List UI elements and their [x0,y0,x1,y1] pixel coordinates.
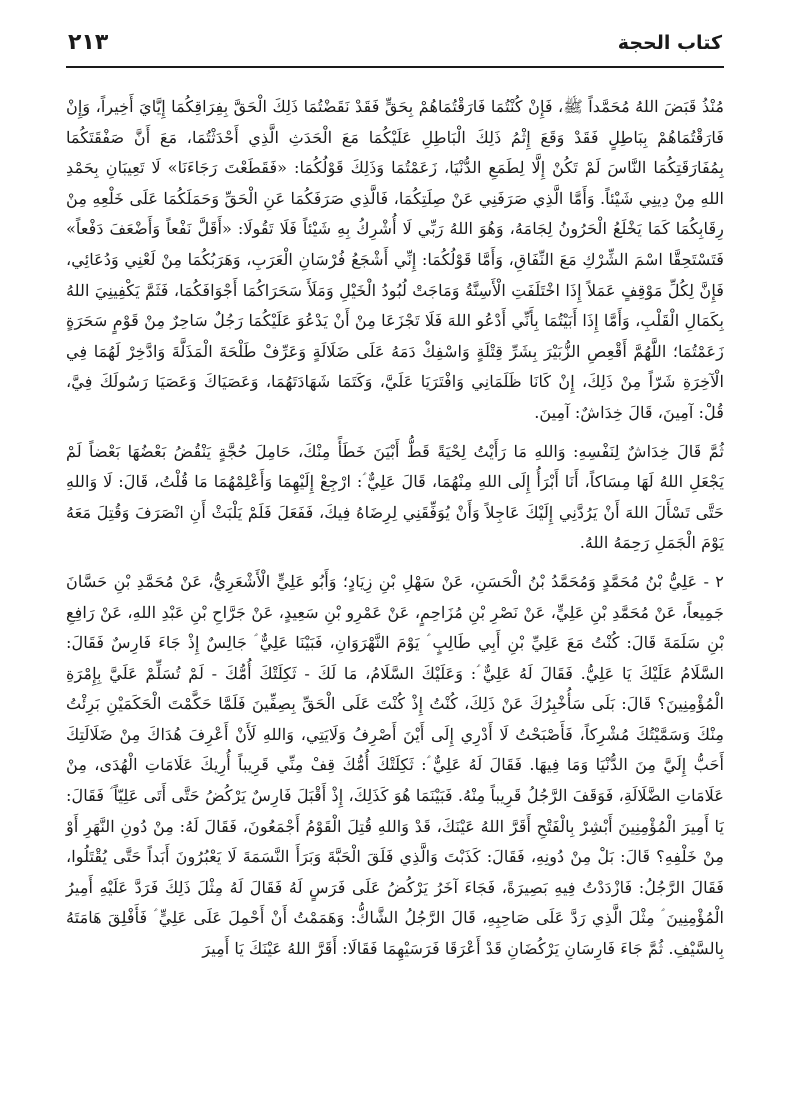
paragraph-2: ثُمَّ قَالَ خِدَاشٌ لِنَفْسِهِ: وَاللهِ مَا رَأَيْتُ لِحْيَةً قَطُّ أَبْيَنَ خَطَأً مِنْكَ، حَامِلَ حُجَّةٍ يَنْقُضُ بَعْضُهَا بَعْضاً لَمْ يَجْعَلِ اللهُ لَهَا مِسَاكاً، أَنَا أَبْرَأُ إِلَى اللهِ مِنْهُمَا، قَالَ عَلِيٌّ ؑ: ارْجِعْ إِلَيْهِمَا وَأَعْلِمْهُمَا مَا قُلْتُ، قَالَ: لَا وَاللهِ حَتَّى تَسْأَلَ اللهَ أَنْ يَرُدَّنِي إِلَيْكَ عَاجِلاً وَأَنْ يُوَفِّقَنِي لِرِضَاهُ فِيكَ، فَفَعَلَ فَلَمْ يَلْبَثْ أَنِ انْصَرَفَ وَقُتِلَ مَعَهُ يَوْمَ الْجَمَلِ رَحِمَهُ اللهُ. [66,441,724,553]
book-title: كتاب الحجة [617,32,722,54]
body-text [66,92,724,965]
page-header [66,22,724,68]
paragraph-1: مُنْذُ قَبَضَ اللهُ مُحَمَّداً ﷺ، فَإِنْ كُنْتُمَا فَارَقْتُمَاهُمْ بِحَقٍّ فَقَدْ نَقَضْتُمَا ذَلِكَ الْحَقَّ بِفِرَاقِكُمَا إِيَّايَ أَخِيراً، وَإِنْ فَارَقْتُمَاهُمْ بِبَاطِلٍ فَقَدْ وَقَعَ إِثْمُ ذَلِكَ الْبَاطِلِ عَلَيْكُمَا مَعَ الْحَدَثِ الَّذِي أَحْدَثْتُمَا، مَعَ أَنَّ صَفْقَتَكُمَا بِمُفَارَقَتِكُمَا النَّاسَ لَمْ تَكُنْ إِلَّا لِطَمَعِ الدُّنْيَا، زَعَمْتُمَا وَذَلِكَ قَوْلُكُمَا: «فَقَطَعْتَ رَجَاءَنَا» لَا تَعِيبَانِ بِحَمْدِ اللهِ مِنْ دِينِي شَيْئاً. وَأَمَّا الَّذِي صَرَفَنِي عَنْ صِلَتِكُمَا، فَالَّذِي صَرَفَكُمَا عَنِ الْحَقِّ وَحَمَلَكُمَا عَلَى خَلْعِهِ مِنْ رِقَابِكُمَا كَمَا يَخْلَعُ الْحَرُونُ لِجَامَهُ، وَهُوَ اللهُ رَبِّي لَا أُشْرِكُ بِهِ شَيْئاً فَلَا تَقُولَا: «أَقَلَّ نَفْعاً وَأَضْعَفَ دَفْعاً» فَتَسْتَحِقَّا اسْمَ الشِّرْكِ مَعَ النِّفَاقِ، وَأَمَّا قَوْلُكُمَا: إِنِّي أَشْجَعُ فُرْسَانِ الْعَرَبِ، وَهَرَبُكُمَا مِنْ لَعْنِي وَدُعَائِي، فَإِنَّ لِكُلِّ مَوْقِفٍ عَمَلاً إِذَا اخْتَلَفَتِ الْأَسِنَّةُ وَمَاجَتْ لُبُودُ الْخَيْلِ وَمَلَأَ سَحَرَاكُمَا أَجْوَافَكُمَا، فَثَمَّ يَكْفِينِيَ اللهُ بِكَمَالِ الْقَلْبِ، وَأَمَّا إِذَا أَبَيْتُمَا بِأَنِّي أَدْعُو اللهَ فَلَا تَجْزَعَا مِنْ أَنْ يَدْعُوَ عَلَيْكُمَا رَجُلٌ سَاحِرٌ مِنْ قَوْمٍ سَحَرَةٍ زَعَمْتُمَا؛ اللَّهُمَّ أَقْعِصِ الزُّبَيْرَ بِشَرِّ قِتْلَةٍ وَاسْفِكْ دَمَهُ عَلَى ضَلَالَةٍ وَعَرِّفْ طَلْحَةَ الْمَذَلَّةَ وَادَّخِرْ لَهُمَا فِي الْآخِرَةِ شَرّاً مِنْ ذَلِكَ، إِنْ كَانَا ظَلَمَانِي وَافْتَرَيَا عَلَيَّ، وَكَتَمَا شَهَادَتَهُمَا، وَعَصَيَاكَ وَعَصَيَا رَسُولَكَ فِيَّ، قُلْ: آمِينَ، قَالَ خِدَاشٌ: آمِينَ. [66,97,724,422]
page-number: ٢١٣ [68,30,109,55]
paragraph-3-hadith-2: ٢ - عَلِيُّ بْنُ مُحَمَّدٍ وَمُحَمَّدُ بْنُ الْحَسَنِ، عَنْ سَهْلِ بْنِ زِيَادٍ؛ وَأَبُو عَلِيٍّ الْأَشْعَرِيُّ، عَنْ مُحَمَّدِ بْنِ حَسَّانَ جَمِيعاً، عَنْ مُحَمَّدِ بْنِ عَلِيٍّ، عَنْ نَصْرِ بْنِ مُزَاحِمٍ، عَنْ عَمْرِو بْنِ سَعِيدٍ، عَنْ جَرَّاحِ بْنِ عَبْدِ اللهِ، عَنْ رَافِعِ بْنِ سَلَمَةَ قَالَ: كُنْتُ مَعَ عَلِيِّ بْنِ أَبِي طَالِبٍ ؑ يَوْمَ النَّهْرَوَانِ، فَبَيْنَا عَلِيٌّ ؑ جَالِسٌ إِذْ جَاءَ فَارِسٌ فَقَالَ: السَّلَامُ عَلَيْكَ يَا عَلِيُّ. فَقَالَ لَهُ عَلِيٌّ ؑ: وَعَلَيْكَ السَّلَامُ، مَا لَكَ - ثَكِلَتْكَ أُمُّكَ - لَمْ تُسَلِّمْ عَلَيَّ بِإِمْرَةِ الْمُؤْمِنِينَ؟ قَالَ: بَلَى سَأُخْبِرُكَ عَنْ ذَلِكَ، كُنْتُ إِذْ كُنْتَ عَلَى الْحَقِّ بِصِفِّينَ فَلَمَّا حَكَّمْتَ الْحَكَمَيْنِ بَرِئْتُ مِنْكَ وَسَمَّيْتُكَ مُشْرِكاً، فَأَصْبَحْتُ لَا أَدْرِي إِلَى أَيْنَ أَصْرِفُ وَلَايَتِي، وَاللهِ لَأَنْ أَعْرِفَ هُدَاكَ مِنْ ضَلَالَتِكَ أَحَبُّ إِلَيَّ مِنَ الدُّنْيَا وَمَا فِيهَا. فَقَالَ لَهُ عَلِيٌّ ؑ: ثَكِلَتْكَ أُمُّكَ قِفْ مِنِّي قَرِيباً أُرِيكَ عَلَامَاتِ الْهُدَى، مِنْ عَلَامَاتِ الضَّلَالَةِ، فَوَقَفَ الرَّجُلُ قَرِيباً مِنْهُ. فَبَيْنَمَا هُوَ كَذَلِكَ، إِذْ أَقْبَلَ فَارِسٌ يَرْكُضُ حَتَّى أَتَى عَلِيّاً ؑ فَقَالَ: يَا أَمِيرَ الْمُؤْمِنِينَ أَبْشِرْ بِالْفَتْحِ أَقَرَّ اللهُ عَيْنَكَ، قَدْ وَاللهِ قُتِلَ الْقَوْمُ أَجْمَعُونَ، فَقَالَ لَهُ: مِنْ دُونِ النَّهَرِ أَوْ مِنْ خَلْفِهِ؟ قَالَ: بَلْ مِنْ دُونِهِ، فَقَالَ: كَذَبْتَ وَالَّذِي فَلَقَ الْحَبَّةَ وَبَرَأَ النَّسَمَةَ لَا يَعْبُرُونَ أَبَداً حَتَّى يُقْتَلُوا، فَقَالَ الرَّجُلُ: فَازْدَدْتُ فِيهِ بَصِيرَةً، فَجَاءَ آخَرُ يَرْكُضُ عَلَى فَرَسٍ لَهُ فَقَالَ لَهُ مِثْلَ ذَلِكَ فَرَدَّ عَلَيْهِ أَمِيرُ الْمُؤْمِنِينَ ؑ مِثْلَ الَّذِي رَدَّ عَلَى صَاحِبِهِ، قَالَ الرَّجُلُ الشَّاكُّ: وَهَمَمْتُ أَنْ أَحْمِلَ عَلَى عَلِيٍّ ؑ فَأَفْلِقَ هَامَتَهُ بِالسَّيْفِ. ثُمَّ جَاءَ فَارِسَانِ يَرْكُضَانِ قَدْ أَعْرَقَا فَرَسَيْهِمَا فَقَالَا: أَقَرَّ اللهُ عَيْنَكَ يَا أَمِيرَ [66,571,724,959]
